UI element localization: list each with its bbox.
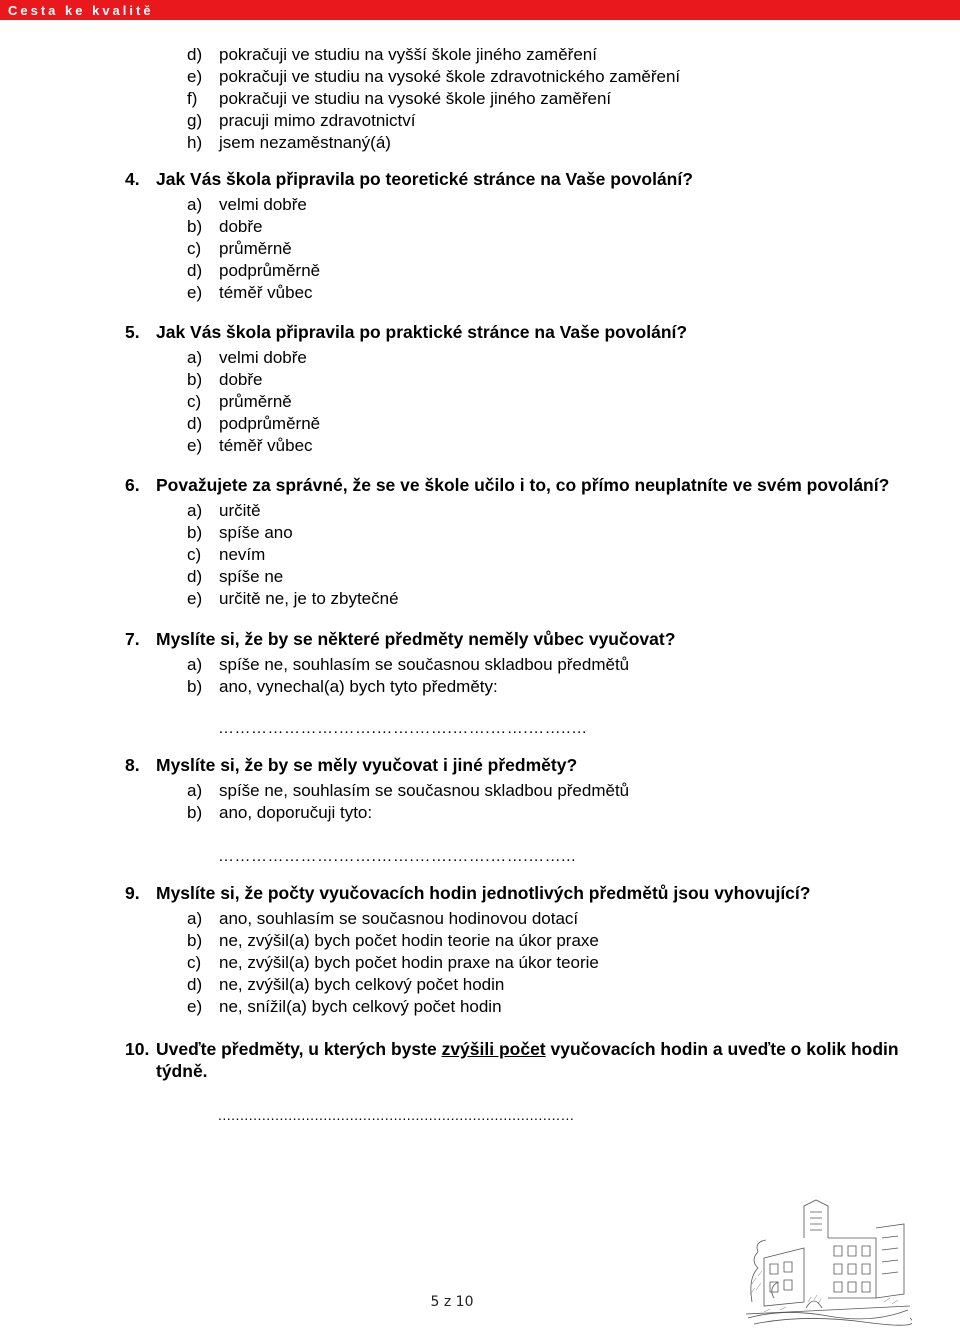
option-text: spíše ne xyxy=(219,567,284,586)
question-text: Jak Vás škola připravila po praktické stránce na Vaše povolání? xyxy=(156,322,688,342)
option-letter: b) xyxy=(187,370,203,389)
option-text: pokračuji ve studiu na vysoké škole jiného zaměření xyxy=(219,89,612,108)
option-text: ano, vynechal(a) bych tyto předměty: xyxy=(219,677,498,696)
question-number: 5. xyxy=(125,322,140,342)
option-c xyxy=(187,391,905,413)
option-e xyxy=(187,996,905,1018)
option-text: určitě ne, je to zbytečné xyxy=(219,589,399,608)
option-text: průměrně xyxy=(219,392,292,411)
option-h xyxy=(187,132,905,154)
option-text: velmi dobře xyxy=(219,348,307,367)
option-text: průměrně xyxy=(219,239,292,258)
option-a xyxy=(187,347,905,369)
option-text: ano, doporučuji tyto: xyxy=(219,803,373,822)
question-number: 10. xyxy=(125,1039,150,1059)
option-text: jsem nezaměstnaný(á) xyxy=(219,133,391,152)
page-number: 5 z 10 xyxy=(430,1294,474,1310)
option-letter: e) xyxy=(187,436,203,455)
answer-blank-dots: ………………….…….…….…….…….…….……... xyxy=(218,848,577,865)
option-d xyxy=(187,260,905,282)
option-text: téměř vůbec xyxy=(219,283,313,302)
option-text: pokračuji ve studiu na vyšší škole jiného zaměření xyxy=(219,45,597,64)
question-text-start: Uveďte předměty, u kterých byste xyxy=(156,1039,442,1059)
answer-blank-dots: ………………….…….…….…….…….…….……..… xyxy=(218,720,588,737)
question-number: 4. xyxy=(125,169,140,189)
option-letter: c) xyxy=(187,953,202,972)
option-d xyxy=(187,566,905,588)
option-letter: d) xyxy=(187,261,203,280)
option-letter: d) xyxy=(187,45,203,64)
previous-question-options xyxy=(187,44,905,154)
option-g xyxy=(187,110,905,132)
option-b xyxy=(187,216,905,238)
option-text: nevím xyxy=(219,545,266,564)
option-letter: d) xyxy=(187,414,203,433)
option-text: ne, zvýšil(a) bych počet hodin praxe na úkor teorie xyxy=(219,953,599,972)
option-text: velmi dobře xyxy=(219,195,307,214)
question-text: Myslíte si, že by se měly vyučovat i jiné předměty? xyxy=(156,755,578,775)
header-title: Cesta ke kvalitě xyxy=(8,3,154,18)
option-text: spíše ne, souhlasím se současnou skladbou předmětů xyxy=(219,655,630,674)
option-e xyxy=(187,282,905,304)
option-a xyxy=(187,654,905,676)
question-6 xyxy=(125,474,905,496)
option-letter: a) xyxy=(187,195,203,214)
option-a xyxy=(187,194,905,216)
question-8 xyxy=(125,754,905,776)
option-letter: c) xyxy=(187,545,202,564)
question-text: Považujete za správné, že se ve škole učilo i to, co přímo neuplatníte ve svém povolání? xyxy=(156,475,890,495)
option-letter: b) xyxy=(187,803,203,822)
option-d xyxy=(187,413,905,435)
option-letter: b) xyxy=(187,217,203,236)
question-number: 6. xyxy=(125,475,140,495)
option-letter: a) xyxy=(187,909,203,928)
option-e xyxy=(187,66,905,88)
option-a xyxy=(187,780,905,802)
option-letter: e) xyxy=(187,283,203,302)
question-7 xyxy=(125,628,905,650)
option-text: dobře xyxy=(219,217,263,236)
question-number: 8. xyxy=(125,755,140,775)
question-5-options xyxy=(187,347,905,457)
option-letter: a) xyxy=(187,348,203,367)
option-c xyxy=(187,238,905,260)
option-a xyxy=(187,908,905,930)
question-4-options xyxy=(187,194,905,304)
option-letter: a) xyxy=(187,501,203,520)
option-letter: a) xyxy=(187,655,203,674)
question-text-underlined: zvýšili počet xyxy=(441,1039,546,1059)
option-e xyxy=(187,435,905,457)
option-c xyxy=(187,952,905,974)
option-letter: g) xyxy=(187,111,203,130)
option-text: pracuji mimo zdravotnictví xyxy=(219,111,416,130)
option-text: ne, zvýšil(a) bych počet hodin teorie na úkor praxe xyxy=(219,931,599,950)
question-5 xyxy=(125,321,905,343)
option-b xyxy=(187,930,905,952)
option-text: ne, snížil(a) bych celkový počet hodin xyxy=(219,997,502,1016)
option-text: spíše ano xyxy=(219,523,293,542)
option-letter: h) xyxy=(187,133,203,152)
option-letter: c) xyxy=(187,392,202,411)
option-letter: a) xyxy=(187,781,203,800)
question-4 xyxy=(125,168,905,190)
question-6-options xyxy=(187,500,905,610)
option-letter: b) xyxy=(187,677,203,696)
question-9-options xyxy=(187,908,905,1018)
question-text: Myslíte si, že by se některé předměty neměly vůbec vyučovat? xyxy=(156,629,676,649)
option-c xyxy=(187,544,905,566)
option-letter: c) xyxy=(187,239,202,258)
option-letter: e) xyxy=(187,67,203,86)
option-f xyxy=(187,88,905,110)
option-text: ano, souhlasím se současnou hodinovou dotací xyxy=(219,909,579,928)
question-number: 7. xyxy=(125,629,140,649)
header-bar xyxy=(0,0,960,20)
option-text: podprůměrně xyxy=(219,414,321,433)
option-letter: e) xyxy=(187,997,203,1016)
option-e xyxy=(187,588,905,610)
question-7-options xyxy=(187,654,905,698)
option-text: spíše ne, souhlasím se současnou skladbou předmětů xyxy=(219,781,630,800)
question-text-end: vyučovacích hodin a uveďte o kolik hodin týdně. xyxy=(156,1039,899,1081)
option-letter: f) xyxy=(187,89,198,108)
option-text: pokračuji ve studiu na vysoké škole zdravotnického zaměření xyxy=(219,67,681,86)
option-d xyxy=(187,44,905,66)
option-letter: e) xyxy=(187,589,203,608)
option-text: dobře xyxy=(219,370,263,389)
option-b xyxy=(187,676,905,698)
option-letter: b) xyxy=(187,523,203,542)
option-b xyxy=(187,802,905,824)
option-b xyxy=(187,522,905,544)
option-b xyxy=(187,369,905,391)
questionnaire xyxy=(125,44,905,1126)
option-d xyxy=(187,974,905,996)
option-letter: b) xyxy=(187,931,203,950)
question-text: Jak Vás škola připravila po teoretické stránce na Vaše povolání? xyxy=(156,169,693,189)
option-letter: d) xyxy=(187,975,203,994)
question-8-options xyxy=(187,780,905,824)
question-10 xyxy=(125,1038,905,1082)
answer-blank-dots: ..............................................................................… xyxy=(218,1107,575,1123)
option-text: téměř vůbec xyxy=(219,436,313,455)
option-text: podprůměrně xyxy=(219,261,321,280)
question-text: Myslíte si, že počty vyučovacích hodin jednotlivých předmětů jsou vyhovující? xyxy=(156,883,811,903)
option-a xyxy=(187,500,905,522)
option-text: ne, zvýšil(a) bych celkový počet hodin xyxy=(219,975,505,994)
question-number: 9. xyxy=(125,883,140,903)
option-letter: d) xyxy=(187,567,203,586)
question-text xyxy=(156,1038,905,1082)
option-text: určitě xyxy=(219,501,261,520)
question-9 xyxy=(125,882,905,904)
